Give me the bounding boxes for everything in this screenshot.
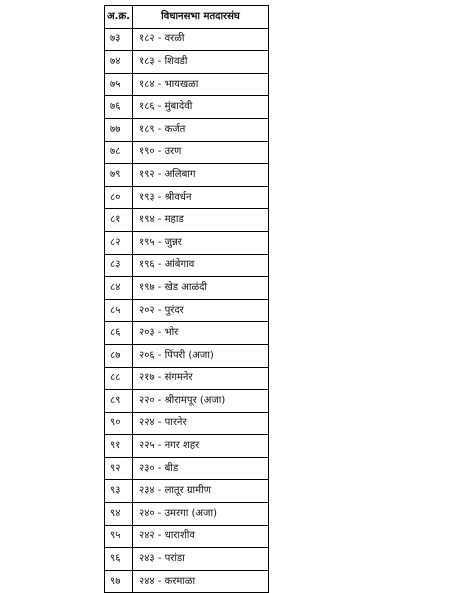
table-header-row <box>105 6 269 29</box>
serial-cell: ९१ <box>105 435 133 458</box>
table-row <box>105 503 269 526</box>
table-row <box>105 525 269 548</box>
table-row <box>105 96 269 119</box>
serial-cell: ७६ <box>105 96 133 119</box>
table-row <box>105 480 269 503</box>
serial-cell: ८२ <box>105 231 133 254</box>
serial-cell: ९४ <box>105 503 133 526</box>
table-row <box>105 344 269 367</box>
table-body <box>105 28 269 593</box>
constituency-cell: २४३ - परांडा <box>133 548 269 571</box>
constituency-cell: १९५ - जुन्नर <box>133 231 269 254</box>
table-row <box>105 322 269 345</box>
constituency-cell: २३४ - लातूर ग्रामीण <box>133 480 269 503</box>
table-row <box>105 548 269 571</box>
serial-cell: ९७ <box>105 570 133 593</box>
constituency-cell: २४४ - करमाळा <box>133 570 269 593</box>
table-row <box>105 164 269 187</box>
table-row <box>105 390 269 413</box>
table-row <box>105 51 269 74</box>
serial-cell: ८३ <box>105 254 133 277</box>
serial-cell: ८१ <box>105 209 133 232</box>
serial-cell: ९२ <box>105 457 133 480</box>
constituency-cell: २३० - बीड <box>133 457 269 480</box>
constituency-cell: २१७ - संगमनेर <box>133 367 269 390</box>
serial-cell: ८९ <box>105 390 133 413</box>
constituency-cell: १९० - उरण <box>133 141 269 164</box>
constituency-cell: १९६ - आंबेगाव <box>133 254 269 277</box>
serial-cell: ९६ <box>105 548 133 571</box>
constituency-cell: २२४ - पारनेर <box>133 412 269 435</box>
constituency-cell: २२५ - नगर शहर <box>133 435 269 458</box>
serial-cell: ८५ <box>105 299 133 322</box>
table-row <box>105 367 269 390</box>
constituency-cell: १९४ - महाड <box>133 209 269 232</box>
table-row <box>105 457 269 480</box>
serial-cell: ७८ <box>105 141 133 164</box>
constituency-cell: १९२ - अलिबाग <box>133 164 269 187</box>
constituency-header: विधानसभा मतदारसंघ <box>133 6 269 29</box>
constituency-cell: १८४ - भायखळा <box>133 73 269 96</box>
constituency-cell: १८३ - शिवडी <box>133 51 269 74</box>
table-row <box>105 28 269 51</box>
serial-cell: ९० <box>105 412 133 435</box>
table-row <box>105 209 269 232</box>
table-row <box>105 435 269 458</box>
table-row <box>105 186 269 209</box>
constituency-cell: १९७ - खेड आळंदी <box>133 277 269 300</box>
serial-cell: ७९ <box>105 164 133 187</box>
constituency-cell: २४२ - धाराशीव <box>133 525 269 548</box>
constituency-cell: २४० - उमरगा (अजा) <box>133 503 269 526</box>
constituency-cell: २०२ - पुरंदर <box>133 299 269 322</box>
serial-cell: ८७ <box>105 344 133 367</box>
serial-cell: ९५ <box>105 525 133 548</box>
serial-cell: ७३ <box>105 28 133 51</box>
table-row <box>105 254 269 277</box>
serial-cell: ८४ <box>105 277 133 300</box>
table-row <box>105 231 269 254</box>
constituency-cell: १८६ - मुंबादेवी <box>133 96 269 119</box>
constituency-table <box>104 5 269 593</box>
serial-cell: ८८ <box>105 367 133 390</box>
serial-cell: ८० <box>105 186 133 209</box>
constituency-cell: १८२ - वरळी <box>133 28 269 51</box>
table-row <box>105 570 269 593</box>
table-row <box>105 299 269 322</box>
constituency-cell: २२० - श्रीरामपूर (अजा) <box>133 390 269 413</box>
table-row <box>105 277 269 300</box>
table-row <box>105 412 269 435</box>
serial-cell: ८६ <box>105 322 133 345</box>
table-row <box>105 118 269 141</box>
constituency-cell: २०६ - पिंपरी (अजा) <box>133 344 269 367</box>
serial-cell: ७५ <box>105 73 133 96</box>
table-row <box>105 73 269 96</box>
serial-cell: ७७ <box>105 118 133 141</box>
serial-cell: ७४ <box>105 51 133 74</box>
serial-header: अ.क्र. <box>105 6 133 29</box>
table-row <box>105 141 269 164</box>
constituency-cell: १८९ - कर्जत <box>133 118 269 141</box>
constituency-cell: २०३ - भोर <box>133 322 269 345</box>
serial-cell: ९३ <box>105 480 133 503</box>
constituency-cell: १९३ - श्रीवर्धन <box>133 186 269 209</box>
